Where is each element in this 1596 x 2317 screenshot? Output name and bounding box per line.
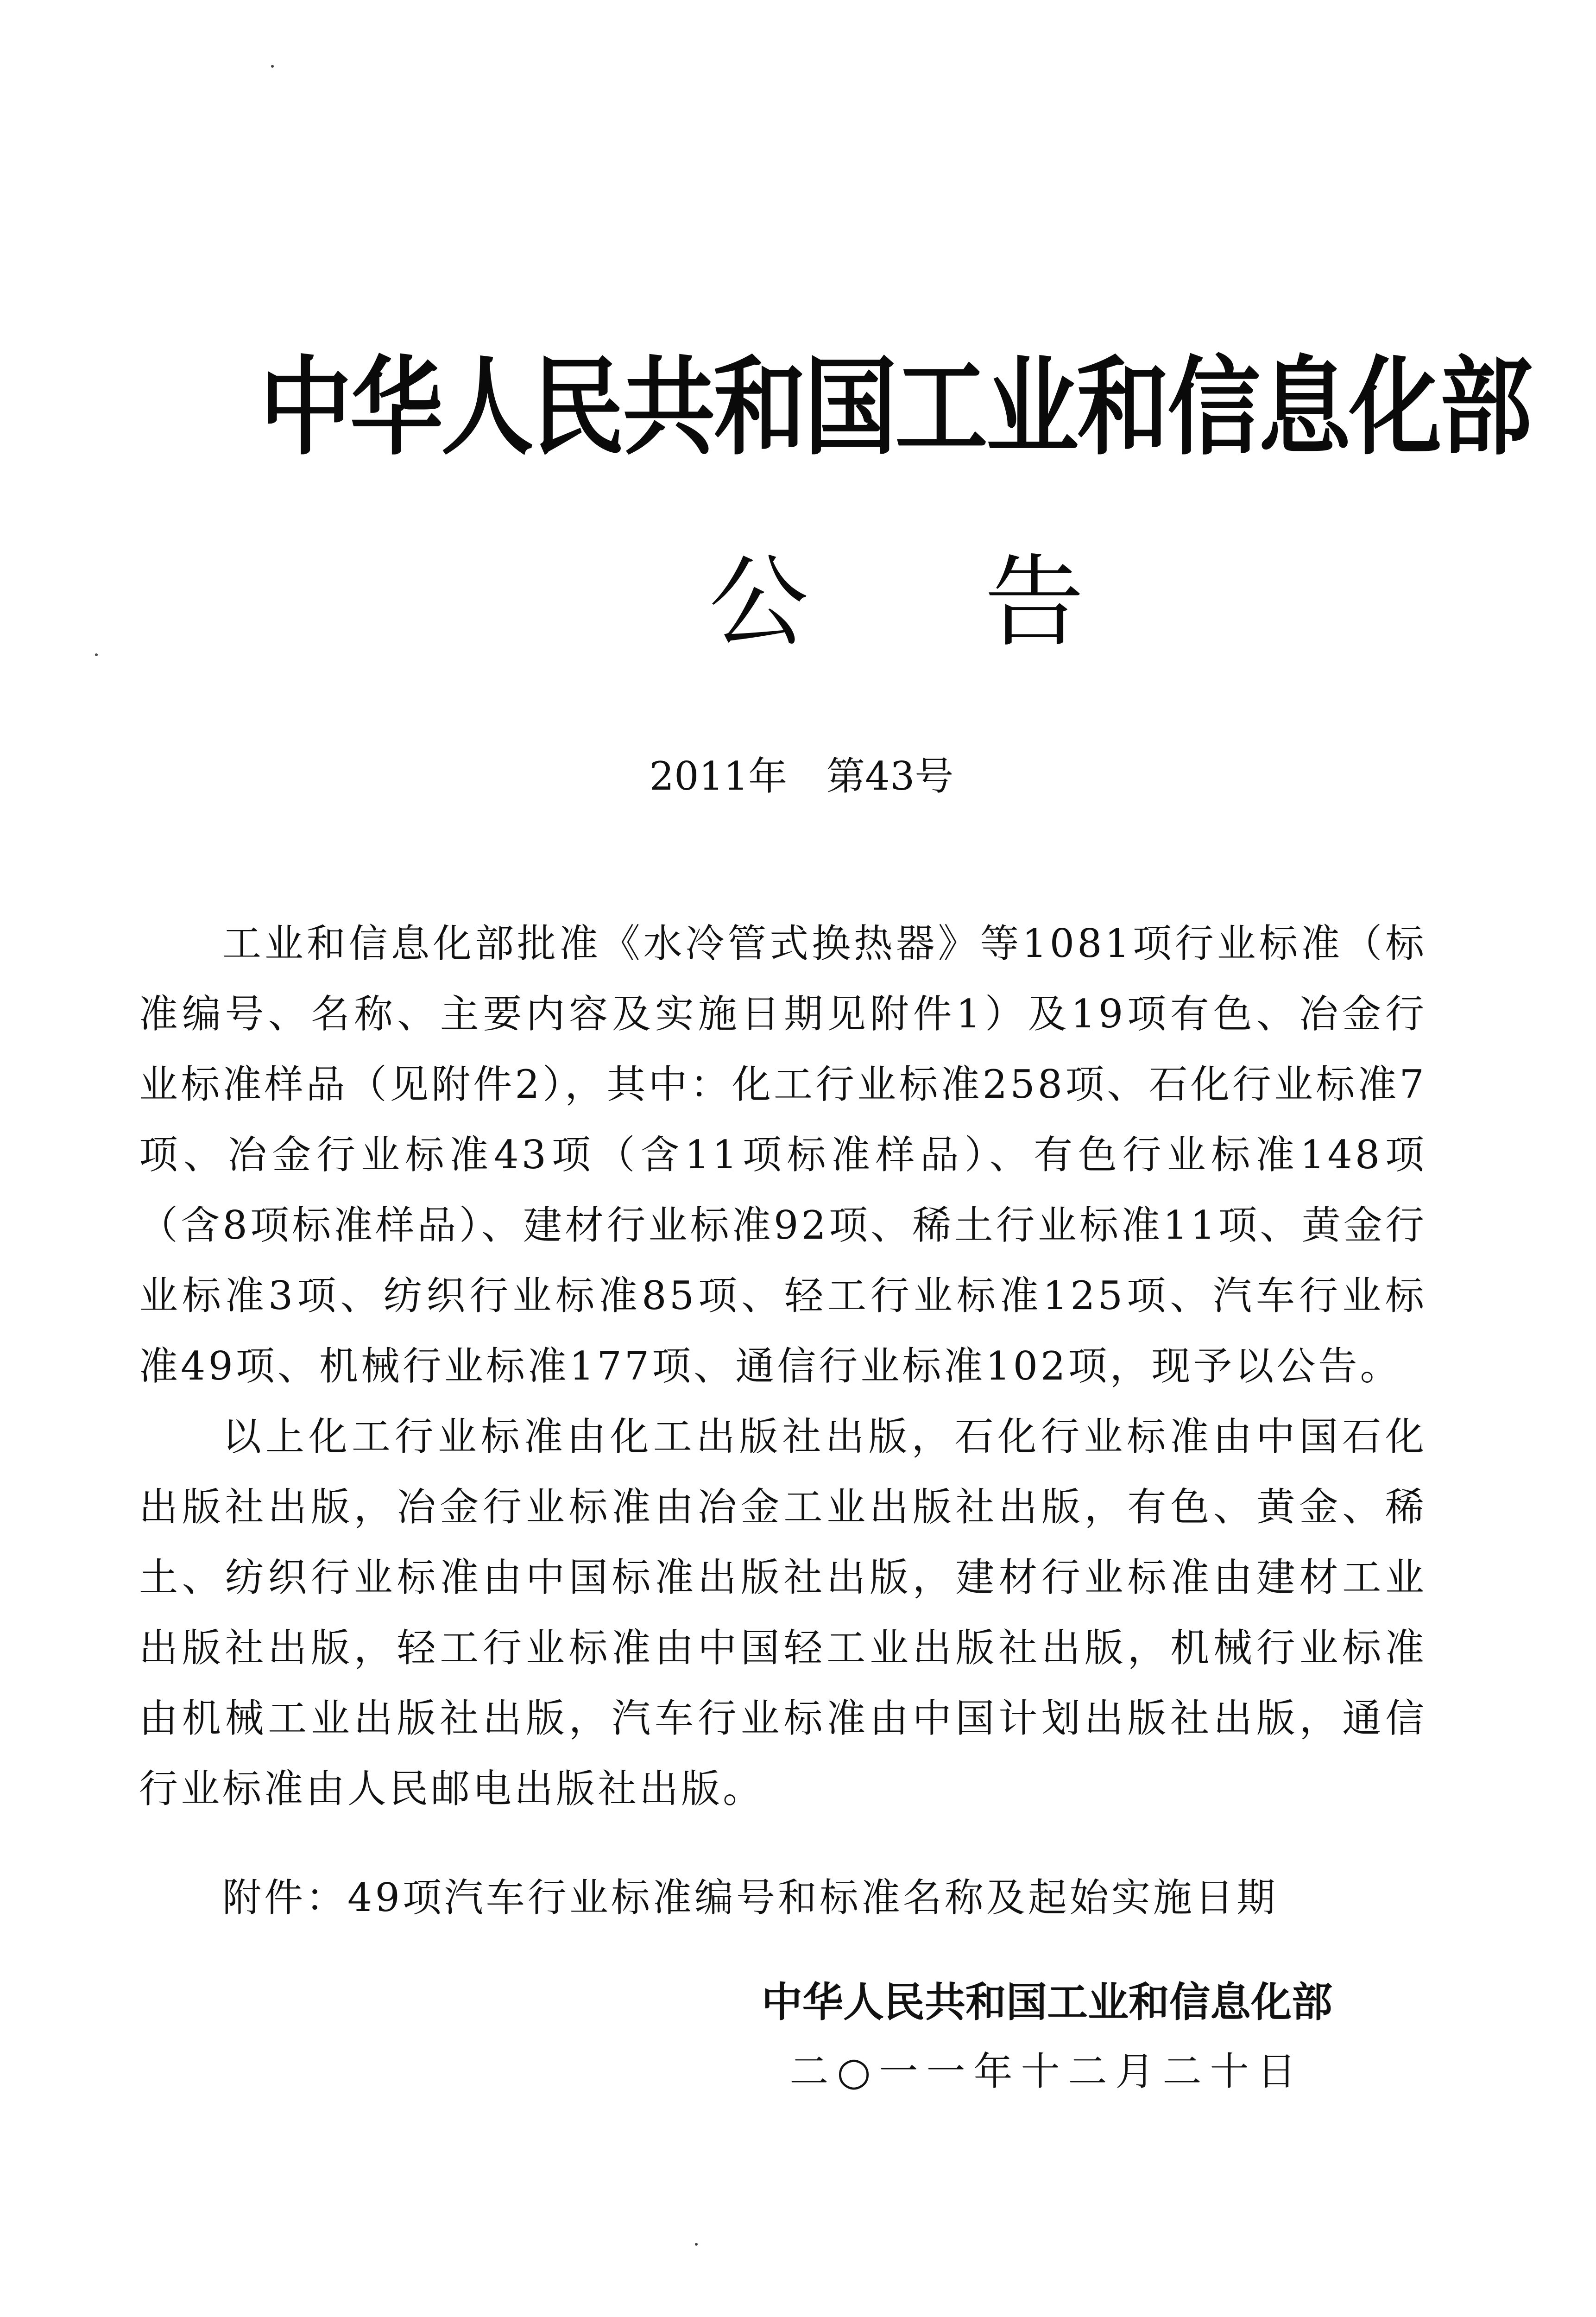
notice-title: 公告	[709, 544, 1260, 660]
scan-speck	[695, 2243, 698, 2246]
scan-speck	[95, 653, 98, 656]
body-paragraph: 以上化工行业标准由化工出版社出版，石化行业标准由中国石化出版社出版，冶金行业标准由冶金工业出版社出版，有色、黄金、稀土、纺织行业标准由中国标准出版社出版，建材行业标准由建材工业出版社出版，轻工行业标准由中国轻工业出版社出版，机械行业标准由机械工业出版社出版，汽车行业标准由中国计划出版社出版，通信行业标准由人民邮电出版社出版。	[139, 1414, 1427, 1811]
notice-body	[139, 908, 1427, 1824]
ministry-title: 中华人民共和国工业和信息化部	[259, 344, 1531, 470]
issue-number: 2011年 第43号	[649, 753, 954, 799]
body-paragraph: 工业和信息化部批准《水冷管式换热器》等1081项行业标准（标准编号、名称、主要内容及实施日期见附件1）及19项有色、冶金行业标准样品（见附件2），其中：化工行业标准258项、石化行业标准7项、冶金行业标准43项（含11项标准样品）、有色行业标准148项（含8项标准样品）、建材行业标准92项、稀土行业标准11项、黄金行业标准3项、纺织行业标准85项、轻工行业标准125项、汽车行业标准49项、机械行业标准177项、通信行业标准102项，现予以公告。	[139, 921, 1427, 1389]
issue-date: 二○一一年十二月二十日	[789, 2049, 1305, 2094]
issuer-signature: 中华人民共和国工业和信息化部	[761, 1978, 1332, 2026]
scan-speck	[271, 65, 274, 68]
attachment-line: 附件：49项汽车行业标准编号和标准名称及起始实施日期	[222, 1875, 1278, 1920]
